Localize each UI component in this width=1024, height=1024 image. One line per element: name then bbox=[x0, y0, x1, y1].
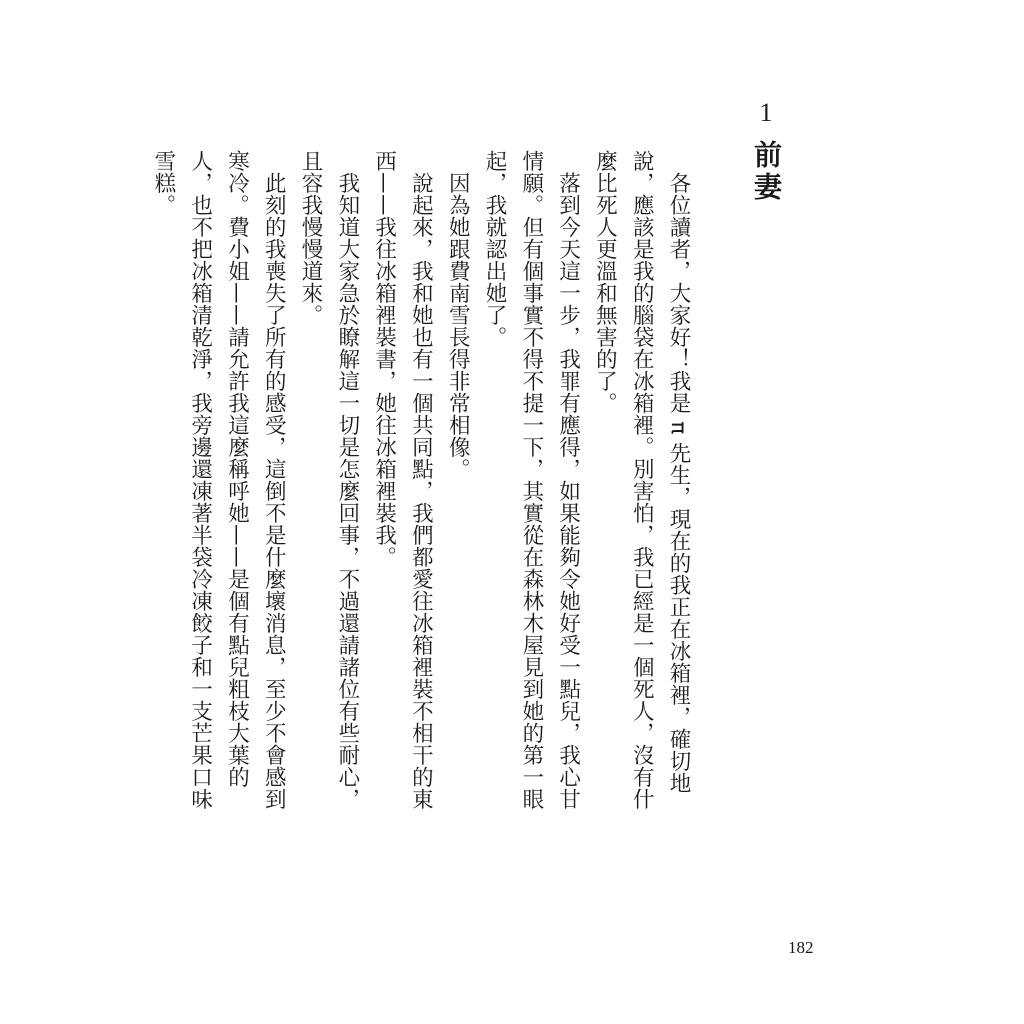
paragraph-4: 說起來，我和她也有一個共同點，我們都愛往冰箱裡裝不相干的東西——我往冰箱裡裝書，她往冰箱裡裝我。 bbox=[371, 150, 434, 810]
paragraph-1: 各位讀者，大家好！我是 π 先生，現在的我正在冰箱裡，確切地說，應該是我的腦袋在冰箱裡。別害怕，我已經是一個死人，沒有什麼比死人更溫和無害的了。 bbox=[592, 150, 691, 810]
chapter-number: 1 bbox=[759, 98, 773, 127]
paragraph-3: 因為她跟費南雪長得非常相像。 bbox=[445, 171, 471, 480]
body-text bbox=[144, 150, 696, 810]
page-number: 182 bbox=[788, 938, 814, 957]
paragraph-2: 落到今天這一步，我罪有應得，如果能夠令她好受一點兒，我心甘情願。但有個事實不得不提一下，其實從在森林木屋見到她的第一眼起，我就認出她了。 bbox=[482, 150, 581, 810]
paragraph-5: 我知道大家急於瞭解這一切是怎麼回事，不過還請諸位有些耐心，且容我慢慢道來。 bbox=[298, 150, 360, 810]
paragraph-6: 此刻的我喪失了所有的感受，這倒不是什麼壞消息，至少不會感到寒冷。費小姐——請允許我這麼稱呼她——是個有點兒粗枝大葉的人，也不把冰箱清乾淨，我旁邊還凍著半袋冷凍餃子和一支芒果口味雪糕。 bbox=[150, 150, 287, 810]
chapter-title: 前妻 bbox=[750, 140, 783, 204]
